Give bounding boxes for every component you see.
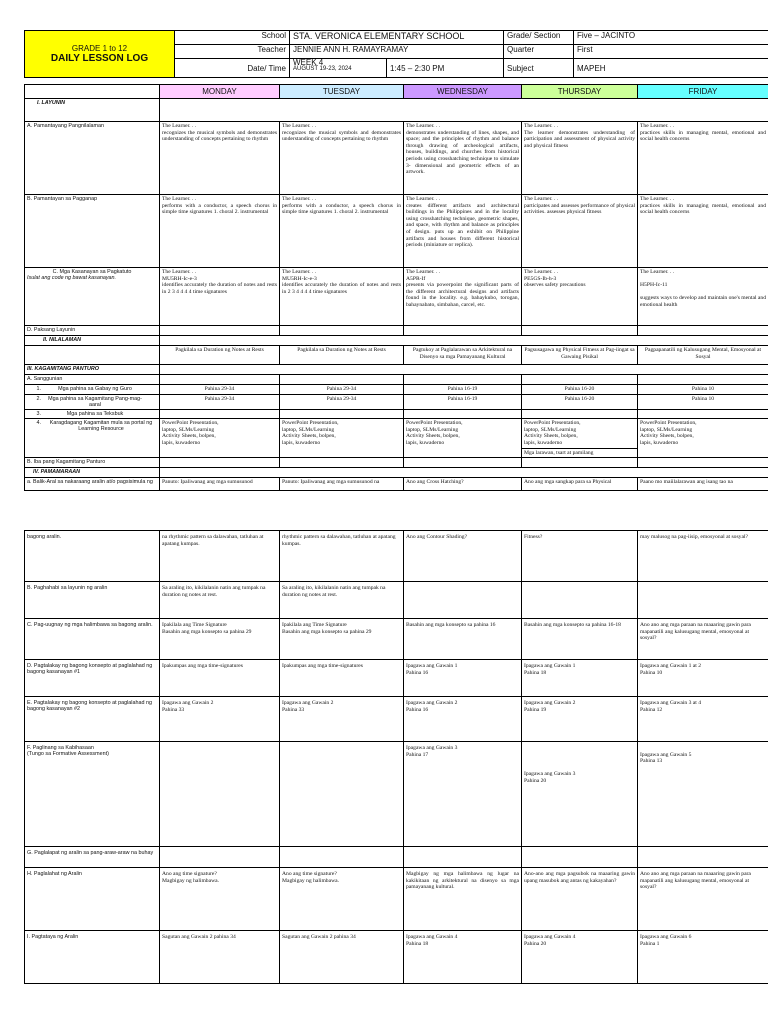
paksang-cell-1	[160, 326, 280, 336]
reference-tuesday	[280, 410, 404, 419]
day-monday: MONDAY	[160, 85, 280, 99]
paglalapat-tuesday	[280, 847, 404, 868]
paksang-cell-5	[638, 326, 768, 336]
dates-value: AUGUST 19-23, 2024	[293, 66, 352, 72]
reference-tuesday: Pahina 29-34	[280, 385, 404, 395]
header-table	[24, 30, 768, 78]
table-row	[25, 582, 768, 619]
paghahabi-friday	[638, 582, 768, 619]
paglalahat-monday: Ano ang time signature? Magbigay ng halimbawa.	[160, 868, 280, 931]
day-wednesday: WEDNESDAY	[404, 85, 522, 99]
reference-tuesday: Pahina 29-34	[280, 394, 404, 409]
pag-uugnay-tuesday: Ipakilala ang Time Signature Basahin ang mga konsepto sa pahina 29	[280, 619, 404, 660]
school-value: STA. VERONICA ELEMENTARY SCHOOL	[290, 31, 504, 45]
paksang-layunin-label: D. Paksang Layunin	[25, 326, 160, 336]
paglalapat-monday	[160, 847, 280, 868]
table-row	[25, 531, 768, 582]
pamantayang-pangnilalaman-tuesday: The Learner. . . recognizes the musical symbols and demonstrates understanding of concepts pertaining to rhythm	[280, 122, 404, 195]
pamantayang-pangnilalaman-thursday: The Learner. . . The learner demonstrates understanding of participation and assessment of physical activity and physical fitness	[522, 122, 638, 195]
sang-cell-2	[280, 375, 404, 385]
pagtalakay-2-thursday: Ipagawa ang Gawain 2 Pahina 19	[522, 697, 638, 742]
pamantayan-sa-pagganap-friday: The Learner. . . practices skills in managing mental, emotional and social health concerns	[638, 195, 768, 268]
paksang-cell-3	[404, 326, 522, 336]
pag-uugnay-friday: Ano ano ang mga paraan na maaaring gawin para mapanatili ang kalusugang mental, emosyonal at sosyal?	[638, 619, 768, 660]
paglalapat-wednesday	[404, 847, 522, 868]
content-monday: Pagkilala sa Duration ng Notes at Rests	[160, 346, 280, 365]
pagtalakay-1-label: D. Pagtalakay ng bagong konsepto at paglalahad ng bagong kasanayan #1	[25, 660, 160, 697]
pagtataya-label: I. Pagtataya ng Aralin	[25, 931, 160, 984]
reference-num: 1.	[36, 386, 41, 392]
paglalapat-friday	[638, 847, 768, 868]
iba-cell-5	[638, 458, 768, 468]
lr-thursday: PowerPoint Presentation, laptop, SLMs/Learning Activity Sheets, bolpen, lapis, kuwaderno Mga larawan, tsart at pamilang	[522, 419, 638, 458]
reference-friday: Pahina 10	[638, 394, 768, 409]
reference-label: Mga pahina sa Gabay ng Guro	[58, 386, 132, 392]
section-kagamitan: III. KAGAMITANG PANTURO	[25, 365, 160, 375]
reference-label-cell	[25, 385, 160, 395]
reference-rows	[25, 385, 768, 419]
pagtalakay-1-monday: Ipakumpas ang mga time-signatures	[160, 660, 280, 697]
reference-monday: Pahina 29-34	[160, 385, 280, 395]
pagtalakay-2-label: E. Pagtalakay ng bagong konsepto at paglalahad ng bagong kasanayan #2	[25, 697, 160, 742]
review-row	[25, 478, 768, 491]
lr-wednesday: PowerPoint Presentation, laptop, SLMs/Learning Activity Sheets, bolpen, lapis, kuwaderno	[404, 419, 522, 458]
pagtalakay-2-tuesday: Ipagawa ang Gawain 2 Pahina 33	[280, 697, 404, 742]
teacher-value: JENNIE ANN H. RAMAYRAMAY	[290, 45, 504, 59]
paglalahat-tuesday: Ano ang time signature? Magbigay ng halimbawa.	[280, 868, 404, 931]
objectives-rows	[25, 122, 768, 326]
table-row	[25, 195, 768, 268]
reference-friday: Pahina 10	[638, 385, 768, 395]
content-friday: Pagpapanatili ng Kalusugang Mental, Emosyonal at Sosyal	[638, 346, 768, 365]
pagtalakay-2-friday: Ipagawa ang Gawain 3 at 4 Pahina 12	[638, 697, 768, 742]
kasanayan-sa-pagkatuto-wednesday: The Learner. . . A5PR-If presents via powerpoint the significant parts of the different architectural designs and artifacts found in the locality. e.g. bahaykubo, torogan, bahaynabato, simbahan, carcel, etc.	[404, 268, 522, 326]
table-row	[25, 122, 768, 195]
reference-friday	[638, 410, 768, 419]
balik-aral-cont-label: bagong aralin.	[25, 531, 160, 582]
table-row	[25, 868, 768, 931]
kasanayan-note: Isulat ang code ng bawat kasanayan.	[27, 275, 117, 282]
lr-monday: PowerPoint Presentation, laptop, SLMs/Learning Activity Sheets, bolpen, lapis, kuwaderno	[160, 419, 280, 458]
reference-thursday: Pahina 16-20	[522, 385, 638, 395]
pagtalakay-2-wednesday: Ipagawa ang Gawain 2 Pahina 16	[404, 697, 522, 742]
pagtataya-wednesday: Ipagawa ang Gawain 4 Pahina 18	[404, 931, 522, 984]
corner-cell	[25, 85, 160, 99]
procedure-rows	[25, 531, 768, 984]
balik-aral-cont-friday: may malusog na pag-iisip, emosyonal at sosyal?	[638, 531, 768, 582]
lesson-table-page-2	[24, 530, 768, 984]
blank-band-3	[160, 365, 768, 375]
pag-uugnay-thursday: Basahin ang mga konsepto sa pahina 16-18	[522, 619, 638, 660]
paglalapat-label: G. Paglalapat ng aralin sa pang-araw-araw na buhay	[25, 847, 160, 868]
kasanayan-sa-pagkatuto-thursday: The Learner. . . PE5GS-Ib-h-3 observes safety precautions	[522, 268, 638, 326]
iba-cell-4	[522, 458, 638, 468]
reference-label: Mga pahina sa Kagamitang Pang-mag-aaral	[48, 395, 142, 408]
pamantayan-sa-pagganap-tuesday: The Learner. . . performs with a conductor, a speech chorus in simple time signatures 1. choral 2. instrumental	[280, 195, 404, 268]
table-row	[25, 742, 768, 847]
balik-aral-cont-wednesday: Ano ang Contour Shading?	[404, 531, 522, 582]
table-row	[25, 847, 768, 868]
reference-wednesday: Pahina 16-19	[404, 394, 522, 409]
subject-value: MAPEH	[574, 59, 768, 78]
paghahabi-monday: Sa araling ito, kikilalanin natin ang tumpak na duration ng notes at rest.	[160, 582, 280, 619]
reference-label-cell	[25, 394, 160, 409]
section-nilalaman: II. NILALAMAN	[25, 336, 160, 346]
paglalahat-wednesday: Magbigay ng mga halimbawa ng lugar na kakikitaan ng arkitektural na disenyo sa mga pamayanang kultural.	[404, 868, 522, 931]
pamantayan-sa-pagganap-wednesday: The Learner. . . creates different artifacts and architectural buildings in the Philippines and in the locality using crosshatching technique, geometric shapes, and space, with rhythm and balance as principles of design. puts up an exhibit on Philippine artifacts and houses from different historical periods (miniature or replica).	[404, 195, 522, 268]
paglinang-monday	[160, 742, 280, 847]
content-tuesday: Pagkilala sa Duration ng Notes at Rests	[280, 346, 404, 365]
reference-monday: Pahina 29-34	[160, 394, 280, 409]
sang-cell-5	[638, 375, 768, 385]
paglinang-friday: Ipagawa ang Gawain 5 Pahina 13	[638, 742, 768, 847]
kasanayan-sa-pagkatuto-friday: The Learner. . . H5PH-Ic-11 suggests ways to develop and maintain one's mental and emotional health	[638, 268, 768, 326]
page-title: DAILY LESSON LOG	[50, 53, 149, 64]
reference-num: 2.	[36, 395, 41, 402]
sang-cell-4	[522, 375, 638, 385]
pagtalakay-2-monday: Ipagawa ang Gawain 2 Pahina 33	[160, 697, 280, 742]
blank-band-4	[160, 468, 768, 478]
week-cell	[290, 59, 387, 78]
table-row	[25, 268, 768, 326]
pag-uugnay-wednesday: Basahin ang mga konsepto sa pahina 16	[404, 619, 522, 660]
review-tuesday: Panuto: Ipaliwanag ang mga sumusunod na	[280, 478, 404, 491]
kasanayan-sa-pagkatuto-monday: The Learner. . . MU5RH-Ic-e-3 identifies accurately the duration of notes and rests in 2 3 4 4 4 4 time signatures	[160, 268, 280, 326]
pamantayang-pangnilalaman-monday: The Learner. . . recognizes the musical symbols and demonstrates understanding of concepts pertaining to rhythm	[160, 122, 280, 195]
reference-row	[25, 394, 768, 409]
pamantayan-sa-pagganap-monday: The Learner. . . performs with a conductor, a speech chorus in simple time signatures 1. choral 2. instrumental	[160, 195, 280, 268]
paghahabi-wednesday	[404, 582, 522, 619]
blank-band	[160, 99, 768, 122]
kasanayan-sa-pagkatuto-tuesday: The Learner. . . MU5RH-Ic-e-3 identifies accurately the duration of notes and rests in 2 3 4 4 4 4 time signatures	[280, 268, 404, 326]
datetime-label: Date/ Time	[175, 59, 290, 78]
kasanayan-title: C. Mga Kasanayan sa Pagkatuto	[52, 269, 132, 275]
paglinang-wednesday: Ipagawa ang Gawain 3 Pahina 17	[404, 742, 522, 847]
review-thursday: Ano ang mga sangkap para sa Physical	[522, 478, 638, 491]
reference-label: Mga pahina sa Teksbuk	[66, 411, 124, 417]
section-layunin: I. LAYUNIN	[25, 99, 160, 122]
title-box	[25, 31, 175, 78]
iba-cell-2	[280, 458, 404, 468]
content-row	[25, 346, 768, 365]
sang-cell-1	[160, 375, 280, 385]
school-label: School	[175, 31, 290, 45]
paglalahat-label: H. Paglalahat ng Aralin	[25, 868, 160, 931]
day-friday: FRIDAY	[638, 85, 768, 99]
reference-thursday	[522, 410, 638, 419]
balik-aral-cont-tuesday: rhythmic pattern sa dalawahan, tatluhan at apatang kumpas.	[280, 531, 404, 582]
paghahabi-label: B. Paghahabi sa layunin ng aralin	[25, 582, 160, 619]
pamantayang-pangnilalaman-label: A. Pamantayang Pangnilalaman	[25, 122, 160, 195]
content-thursday: Pagsusagawa ng Physical Fitness at Pag-iingat sa Gawaing Pisikal	[522, 346, 638, 365]
lr-label-cell	[25, 419, 160, 458]
pamantayang-pangnilalaman-friday: The Learner. . . practices skills in managing mental, emotional and social health concerns	[638, 122, 768, 195]
grade-section-label: Grade/ Section	[504, 31, 574, 45]
pag-uugnay-label: C. Pag-uugnay ng mga halimbawa sa bagong aralin.	[25, 619, 160, 660]
blank-band-2	[160, 336, 768, 346]
paglalapat-thursday	[522, 847, 638, 868]
pagtataya-friday: Ipagawa ang Gawain 6 Pahina 1	[638, 931, 768, 984]
lesson-table-page-1	[24, 84, 768, 491]
paksang-cell-2	[280, 326, 404, 336]
paglinang-label: F. Paglinang sa Kabihasaan (Tungo sa Formative Assessment)	[25, 742, 160, 847]
paksang-cell-4	[522, 326, 638, 336]
balik-aral-label: a. Balik-Aral sa nakaraang aralin at/o pagsisimula ng	[25, 478, 160, 491]
review-wednesday: Ano ang Cross Hatching?	[404, 478, 522, 491]
table-row	[25, 619, 768, 660]
reference-num: 3.	[36, 411, 41, 417]
reference-row	[25, 385, 768, 395]
reference-wednesday: Pahina 16-19	[404, 385, 522, 395]
iba-cell-3	[404, 458, 522, 468]
table-row	[25, 660, 768, 697]
pagtalakay-1-thursday: Ipagawa ang Gawain 1 Pahina 18	[522, 660, 638, 697]
lr-label: Karagdagang Kagamitan mula sa portal ng Learning Resource	[49, 420, 153, 433]
pamantayang-pangnilalaman-wednesday: The Learner. . . demonstrates understanding of lines, shapes, and space; and the principles of rhythm and balance through drawing of archeological artifacts, houses, buildings, and churches from historical periods using crosshatching technique to simulate 3- dimensional and geometric effects of an artwork.	[404, 122, 522, 195]
week-value: WEEK 4	[293, 58, 324, 67]
lr-friday: PowerPoint Presentation, laptop, SLMs/Learning Activity Sheets, bolpen, lapis, kuwaderno	[638, 419, 768, 458]
kasanayan-sa-pagkatuto-label	[25, 268, 160, 326]
pagtalakay-1-tuesday: Ipakumpas ang mga time-signatures	[280, 660, 404, 697]
quarter-value: First	[574, 45, 768, 59]
paglalahat-thursday: Ano-ano ang mga pagsubok na maaaring gawin upang masubok ang antas ng kakayahan?	[522, 868, 638, 931]
content-label-blank	[25, 346, 160, 365]
day-tuesday: TUESDAY	[280, 85, 404, 99]
table-row	[25, 697, 768, 742]
reference-monday	[160, 410, 280, 419]
paglalahat-friday: Ano ano ang mga paraan na maaaring gawin para mapanatili ang kalusugang mental, emosyonal at sosyal?	[638, 868, 768, 931]
balik-aral-cont-monday: na rhythmic pattern sa dalawahan, tatluhan at apatang kumpas.	[160, 531, 280, 582]
iba-cell-1	[160, 458, 280, 468]
quarter-label: Quarter	[504, 45, 574, 59]
lr-tuesday: PowerPoint Presentation, laptop, SLMs/Learning Activity Sheets, bolpen, lapis, kuwaderno	[280, 419, 404, 458]
day-thursday: THURSDAY	[522, 85, 638, 99]
pamantayan-sa-pagganap-label: B. Pamantayan sa Pagganap	[25, 195, 160, 268]
review-friday: Paano mo maiilalarawan ang isang tao na	[638, 478, 768, 491]
subject-label: Subject	[504, 59, 574, 78]
paglinang-thursday: Ipagawa ang Gawain 3 Pahina 20	[522, 742, 638, 847]
paghahabi-thursday	[522, 582, 638, 619]
section-pamamaraan: IV. PAMAMARAAN	[25, 468, 160, 478]
pagtataya-tuesday: Sagutan ang Gawain 2 pahina 34	[280, 931, 404, 984]
pagtataya-monday: Sagutan ang Gawain 2 pahina 34	[160, 931, 280, 984]
grade-range: GRADE 1 to 12	[71, 44, 128, 53]
reference-label-cell	[25, 410, 160, 419]
teacher-label: Teacher	[175, 45, 290, 59]
pagtalakay-1-friday: Ipagawa ang Gawain 1 at 2 Pahina 10	[638, 660, 768, 697]
paglinang-tuesday	[280, 742, 404, 847]
iba-pang-label: B. Iba pang Kagamitang Panturo	[25, 458, 160, 468]
reference-wednesday	[404, 410, 522, 419]
table-row	[25, 931, 768, 984]
sanggunian-label: A. Sanggunian	[25, 375, 160, 385]
grade-section-value: Five – JACINTO	[574, 31, 768, 45]
paghahabi-tuesday: Sa araling ito, kikilalanin natin ang tumpak na duration ng notes at rest.	[280, 582, 404, 619]
pag-uugnay-monday: Ipakilala ang Time Signature Basahin ang mga konsepto sa pahina 29	[160, 619, 280, 660]
reference-row	[25, 410, 768, 419]
learning-resource-row	[25, 419, 768, 458]
sang-cell-3	[404, 375, 522, 385]
review-monday: Panuto: Ipaliwanag ang mga sumusunod	[160, 478, 280, 491]
lr-thursday-extra: Mga larawan, tsart at pamilang	[522, 448, 637, 457]
pagtataya-thursday: Ipagawa ang Gawain 4 Pahina 20	[522, 931, 638, 984]
lr-num: 4.	[36, 420, 41, 427]
pamantayan-sa-pagganap-thursday: The Learner. . . participates and assesses performance of physical activities. assesses physical fitness	[522, 195, 638, 268]
content-wednesday: Pagtukoy at Paglalarawan sa Arkitektural na Disenyo sa mga Pamayanang Kultural	[404, 346, 522, 365]
time-value: 1:45 – 2:30 PM	[387, 59, 504, 78]
balik-aral-cont-thursday: Fitness?	[522, 531, 638, 582]
pagtalakay-1-wednesday: Ipagawa ang Gawain 1 Pahina 16	[404, 660, 522, 697]
reference-thursday: Pahina 16-20	[522, 394, 638, 409]
